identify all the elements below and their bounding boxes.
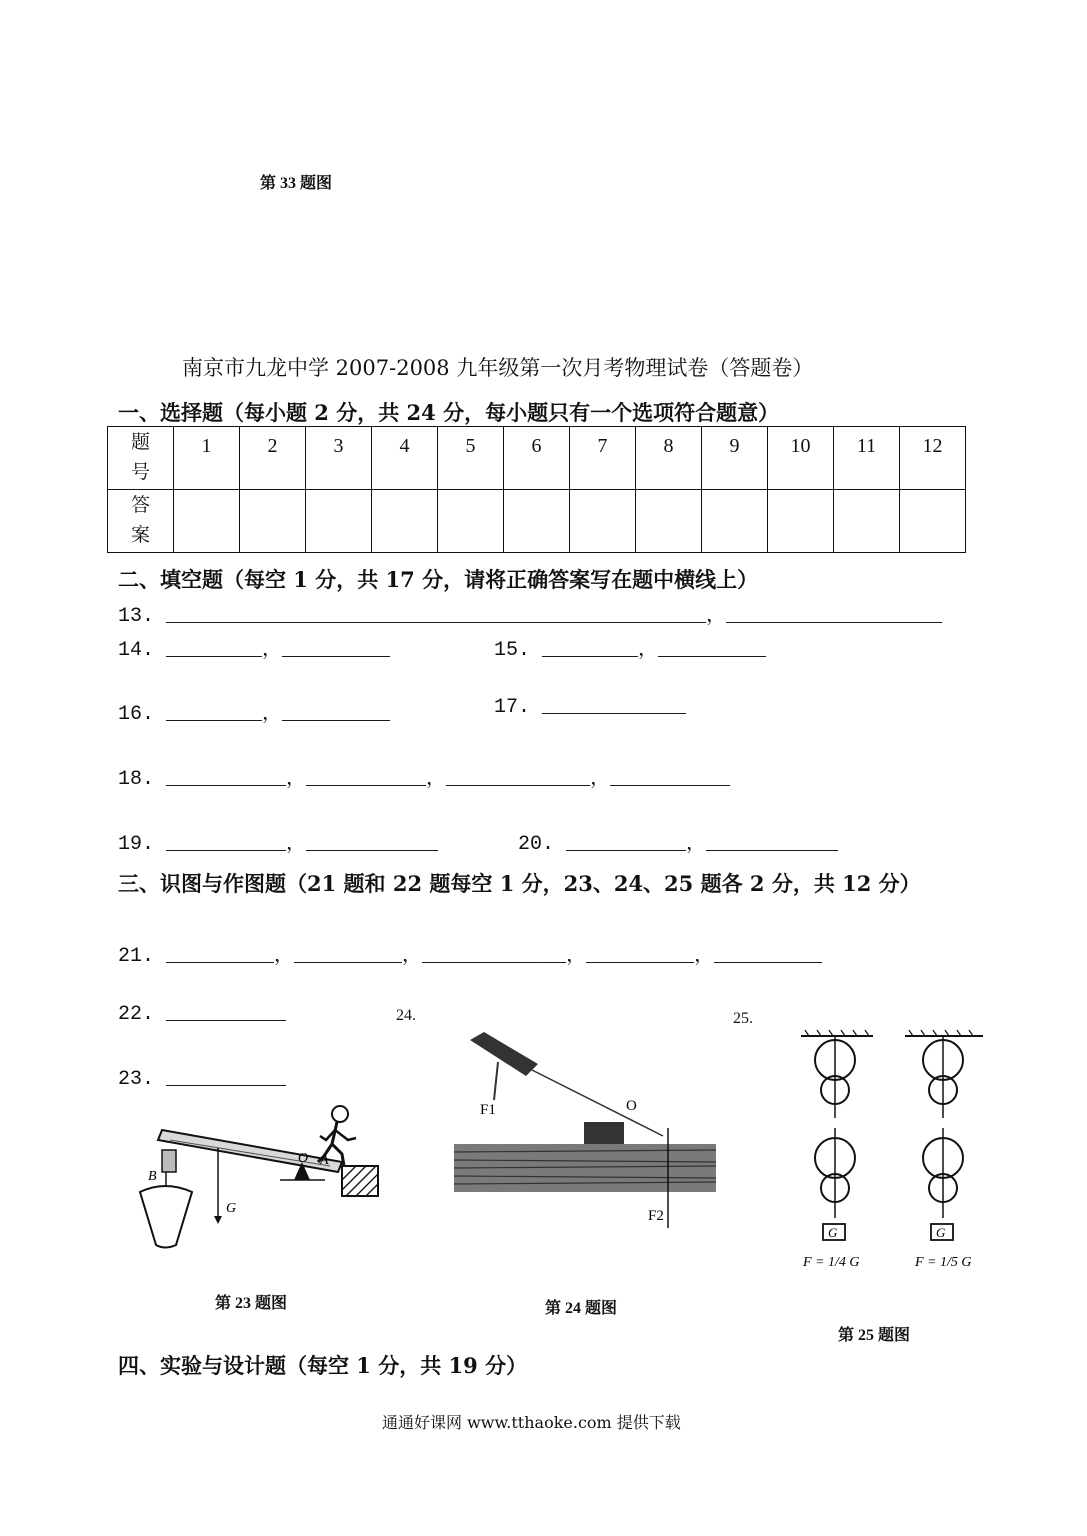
fig25-caption: 第 25 题图: [838, 1327, 911, 1344]
section4-heading: 四、实验与设计题（每空 1 分，共 19 分）: [118, 1353, 528, 1378]
blank-q20[interactable]: 20. __________，___________: [518, 833, 839, 856]
fig24-label-O: O: [626, 1098, 637, 1114]
fig23-label-B: B: [148, 1169, 157, 1184]
fig24-label-F1: F1: [480, 1102, 496, 1118]
answer-cell[interactable]: [372, 490, 438, 553]
answer-cell[interactable]: [306, 490, 372, 553]
section2-heading: 二、填空题（每空 1 分，共 17 分，请将正确答案写在题中横线上）: [118, 567, 759, 592]
answer-cell[interactable]: [768, 490, 834, 553]
table-row-answers: [108, 490, 966, 553]
fig25-diagram: [795, 1028, 990, 1278]
answer-cell[interactable]: [438, 490, 504, 553]
table-header-answer: [108, 490, 174, 553]
answer-cell[interactable]: [900, 490, 966, 553]
blank-q18[interactable]: 18. __________，__________，____________，__________: [118, 768, 731, 791]
table-cell-number: 5: [438, 427, 504, 490]
table-cell-number: 2: [240, 427, 306, 490]
answer-cell[interactable]: [834, 490, 900, 553]
footer-text: 通通好课网 www.tthaoke.com 提供下载: [382, 1413, 681, 1432]
blank-q14[interactable]: 14. ________，_________: [118, 639, 391, 662]
answer-cell[interactable]: [504, 490, 570, 553]
blank-q19[interactable]: 19. __________，___________: [118, 833, 439, 856]
blank-q21[interactable]: 21. _________，_________，____________，_________，_________: [118, 945, 823, 968]
table-cell-number: 10: [768, 427, 834, 490]
blank-q22[interactable]: 22. __________: [118, 1003, 287, 1026]
section3-heading: 三、识图与作图题（21 题和 22 题每空 1 分，23、24、25 题各 2 分，共 12 分）: [118, 871, 921, 896]
table-cell-number: 6: [504, 427, 570, 490]
pulley-right: [905, 1030, 983, 1270]
table-cell-number: 4: [372, 427, 438, 490]
row2-header-text: 答 案: [130, 494, 150, 546]
fig23-label-O: O: [298, 1151, 309, 1166]
table-row-numbers: [108, 427, 966, 490]
answer-cell[interactable]: [570, 490, 636, 553]
blank-q17[interactable]: 17. ____________: [494, 696, 687, 719]
table-cell-number: 8: [636, 427, 702, 490]
blank-q15[interactable]: 15. ________，_________: [494, 639, 767, 662]
fig33-caption: 第 33 题图: [260, 175, 333, 192]
table-cell-number: 1: [174, 427, 240, 490]
fig23-caption: 第 23 题图: [215, 1295, 288, 1312]
page-title: 南京市九龙中学 2007-2008 九年级第一次月考物理试卷（答题卷）: [182, 356, 814, 380]
table-cell-number: 9: [702, 427, 768, 490]
fig25-box-left: G: [828, 1225, 838, 1240]
table-cell-number: 7: [570, 427, 636, 490]
fig25-formula-left: F = 1/4 G: [803, 1255, 860, 1270]
table-cell-number: 12: [900, 427, 966, 490]
answer-table: [107, 426, 966, 553]
fig24-diagram: [448, 1028, 723, 1238]
fig25-box-right: G: [936, 1225, 946, 1240]
table-cell-number: 11: [834, 427, 900, 490]
fig24-caption: 第 24 题图: [545, 1300, 618, 1317]
label-q25: 25.: [733, 1010, 753, 1027]
blank-q16[interactable]: 16. ________，_________: [118, 703, 391, 726]
fig23-label-A: A: [320, 1153, 329, 1168]
pulley-left: [801, 1030, 873, 1270]
table-header-number: [108, 427, 174, 490]
answer-cell[interactable]: [240, 490, 306, 553]
fig25-formula-right: F = 1/5 G: [915, 1255, 972, 1270]
blank-q13[interactable]: 13. _____________________________________________，__________________: [118, 605, 943, 628]
answer-cell[interactable]: [636, 490, 702, 553]
label-q24: 24.: [396, 1007, 416, 1024]
fig23-label-G: G: [226, 1201, 237, 1216]
fig24-label-F2: F2: [648, 1208, 664, 1224]
section1-heading: 一、选择题（每小题 2 分，共 24 分，每小题只有一个选项符合题意）: [118, 400, 780, 425]
answer-cell[interactable]: [702, 490, 768, 553]
table-cell-number: 3: [306, 427, 372, 490]
blank-q23[interactable]: 23. __________: [118, 1068, 287, 1091]
answer-cell[interactable]: [174, 490, 240, 553]
row1-header-text: 题 号: [130, 431, 150, 483]
fig23-diagram: [130, 1100, 390, 1250]
